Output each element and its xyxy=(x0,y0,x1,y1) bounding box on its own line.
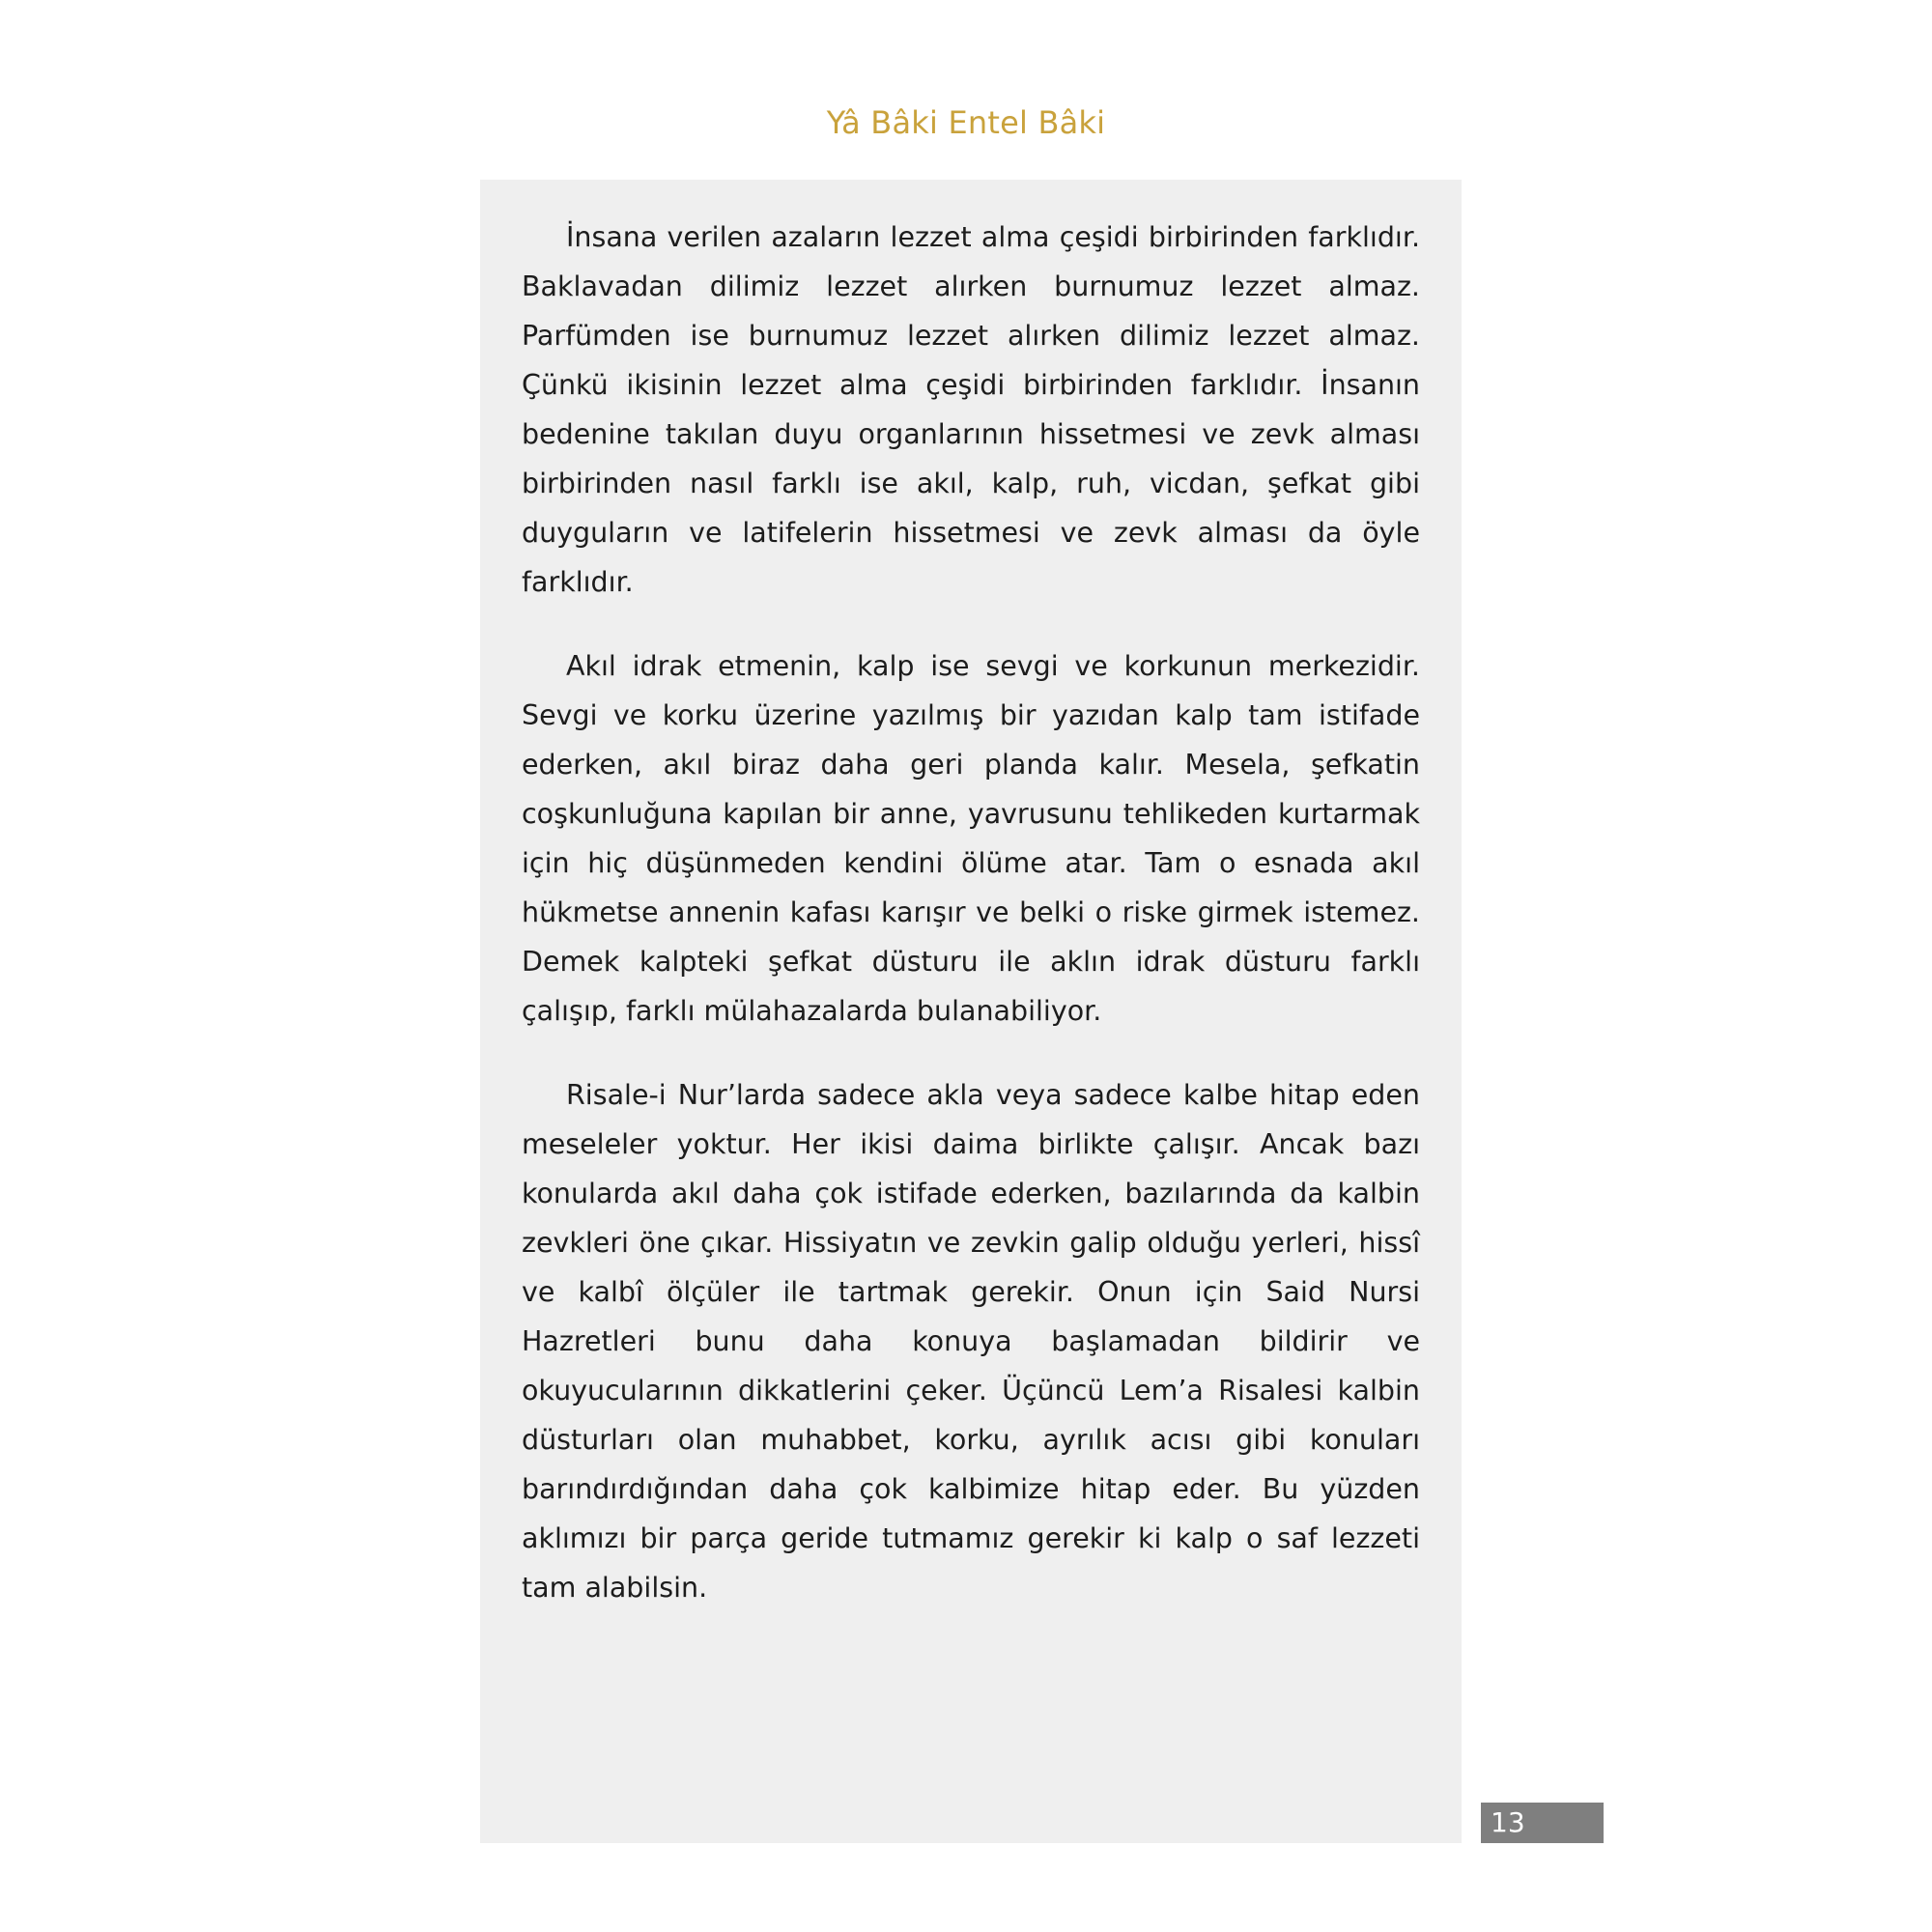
running-header-title: Yâ Bâki Entel Bâki xyxy=(826,104,1106,141)
paragraph-2: Akıl idrak etmenin, kalp ise sevgi ve korkunun merkezidir. Sevgi ve korku üzerine yazılmış bir yazıdan kalp tam istifade ederken, akıl biraz daha geri planda kalır. Mesela, şefkatin coşkunluğuna kapılan bir anne, yavrusunu tehlikeden kurtarmak için hiç düşünmeden kendini ölüme atar. Tam o esnada akıl hükmetse annenin kafası karışır ve belki o riske girmek istemez. Demek kalpteki şefkat düsturu ile aklın idrak düsturu farklı çalışıp, farklı mülahazalarda bulanabiliyor. xyxy=(522,650,1420,1027)
text-panel xyxy=(480,180,1462,1843)
page-number: 13 xyxy=(1481,1803,1604,1843)
paragraph-3: Risale-i Nur’larda sadece akla veya sadece kalbe hitap eden meseleler yoktur. Her ikisi daima birlikte çalışır. Ancak bazı konularda akıl daha çok istifade ederken, bazılarında da kalbin zevkleri öne çıkar. Hissiyatın ve zevkin galip olduğu yerleri, hissî ve kalbî ölçüler ile tartmak gerekir. Onun için Said Nursi Hazretleri bunu daha konuya başlamadan bildirir ve okuyucularının dikkatlerini çeker. Üçüncü Lem’a Risalesi kalbin düsturları olan muhabbet, korku, ayrılık acısı gibi konuları barındırdığından daha çok kalbimize hitap eder. Bu yüzden aklımızı bir parça geride tutmamız gerekir ki kalp o saf lezzeti tam alabilsin. xyxy=(522,1079,1420,1604)
paragraph-1: İnsana verilen azaların lezzet alma çeşidi birbirinden farklıdır. Baklavadan dilimiz lezzet alırken burnumuz lezzet almaz. Parfümden ise burnumuz lezzet alırken dilimiz lezzet almaz. Çünkü ikisinin lezzet alma çeşidi birbirinden farklıdır. İnsanın bedenine takılan duyu organlarının hissetmesi ve zevk alması birbirinden nasıl farklı ise akıl, kalp, ruh, vicdan, şefkat gibi duyguların ve latifelerin hissetmesi ve zevk alması da öyle farklıdır. xyxy=(522,221,1420,598)
